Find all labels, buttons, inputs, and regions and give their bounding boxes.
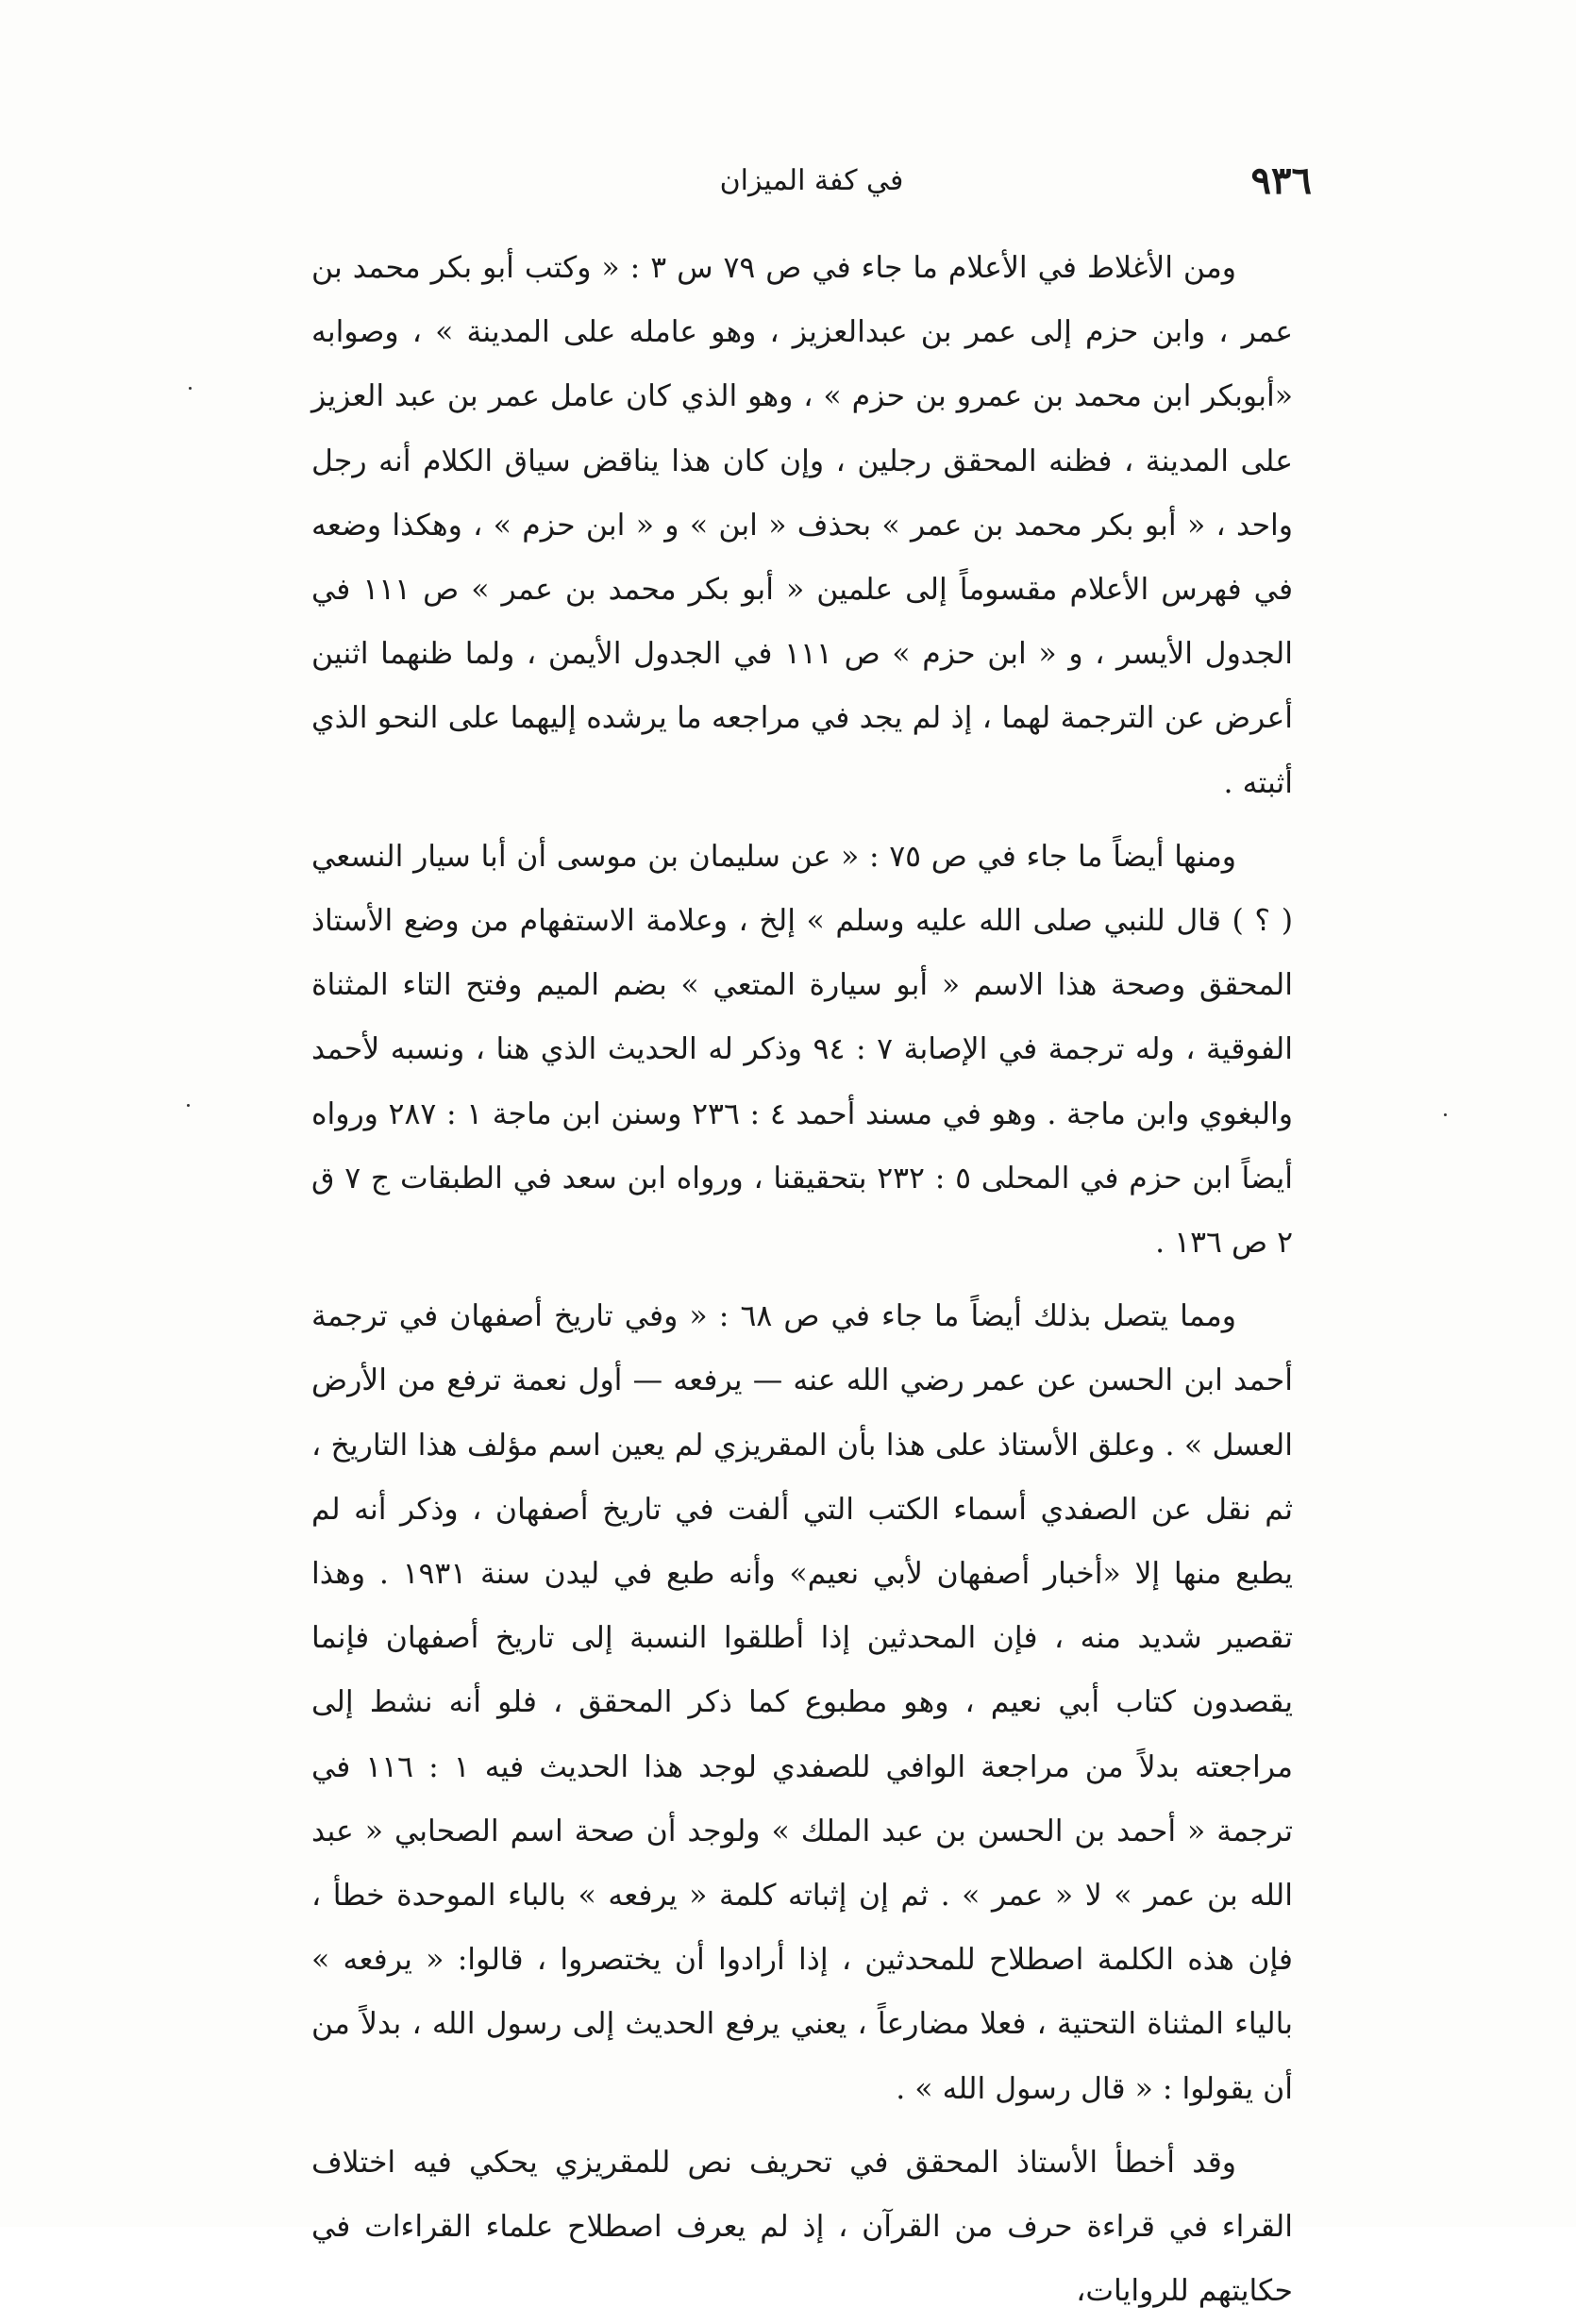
page-header: [311, 159, 1312, 206]
page-number: ٩٣٦: [1250, 159, 1312, 203]
running-title: في كفة الميزان: [719, 164, 904, 197]
body-text: [311, 236, 1293, 2324]
paragraph-2: ومنها أيضاً ما جاء في ص ٧٥ : « عن سليمان بن موسى أن أبا سيار النسعي ( ؟ ) قال للنبي صلى الله عليه وسلم » إلخ ، وعلامة الاستفهام من وضع الأستاذ المحقق وصحة هذا الاسم « أبو سيارة المتعي » بضم الميم وفتح التاء المثناة الفوقية ، وله ترجمة في الإصابة ٧ : ٩٤ وذكر له الحديث الذي هنا ، ونسبه لأحمد والبغوي وابن ماجة . وهو في مسند أحمد ٤ : ٢٣٦ وسنن ابن ماجة ١ : ٢٨٧ ورواه أيضاً ابن حزم في المحلى ٥ : ٢٣٢ بتحقيقنا ، ورواه ابن سعد في الطبقات ج ٧ ق ٢ ص ١٣٦ .: [311, 839, 1294, 1261]
paragraph-1: ومن الأغلاط في الأعلام ما جاء في ص ٧٩ س ٣ : « وكتب أبو بكر محمد بن عمر ، وابن حزم إلى عمر بن عبدالعزيز ، وهو عامله على المدينة » ، وصوابه «أبوبكر ابن محمد بن عمرو بن حزم » ، وهو الذي كان عامل عمر بن عبد العزيز على المدينة ، فظنه المحقق رجلين ، وإن كان هذا يناقض سياق الكلام أنه رجل واحد ، « أبو بكر محمد بن عمر » بحذف « ابن » و « ابن حزم » ، وهكذا وضعه في فهرس الأعلام مقسوماً إلى علمين « أبو بكر محمد بن عمر » ص ١١١ في الجدول الأيسر ، و « ابن حزم » ص ١١١ في الجدول الأيمن ، ولما ظنهما اثنين أعرض عن الترجمة لهما ، إذ لم يجد في مراجعه ما يرشده إليهما على النحو الذي أثبته .: [311, 251, 1294, 800]
scan-speck: [1444, 1113, 1447, 1116]
paragraph-4: وقد أخطأ الأستاذ المحقق في تحريف نص للمقريزي يحكي فيه اختلاف القراء في قراءة حرف من القرآن ، إذ لم يعرف اصطلاح علماء القراءات في حكايتهم للروايات،: [311, 2145, 1293, 2309]
scan-speck: [187, 1104, 190, 1107]
paragraph-3: ومما يتصل بذلك أيضاً ما جاء في ص ٦٨ : « وفي تاريخ أصفهان في ترجمة أحمد ابن الحسن عن عمر رضي الله عنه — يرفعه — أول نعمة ترفع من الأرض العسل » . وعلق الأستاذ على هذا بأن المقريزي لم يعين اسم مؤلف هذا التاريخ ، ثم نقل عن الصفدي أسماء الكتب التي ألفت في تاريخ أصفهان ، وذكر أنه لم يطبع منها إلا «أخبار أصفهان لأبي نعيم» وأنه طبع في ليدن سنة ١٩٣١ . وهذا تقصير شديد منه ، فإن المحدثين إذا أطلقوا النسبة إلى تاريخ أصفهان فإنما يقصدون كتاب أبي نعيم ، وهو مطبوع كما ذكر المحقق ، فلو أنه نشط إلى مراجعته بدلاً من مراجعة الوافي للصفدي لوجد هذا الحديث فيه ١ : ١١٦ في ترجمة « أحمد بن الحسن بن عبد الملك » ولوجد أن صحة اسم الصحابي « عبد الله بن عمر » لا « عمر » . ثم إن إثباته كلمة « يرفعه » بالباء الموحدة خطأ ، فإن هذه الكلمة اصطلاح للمحدثين ، إذا أرادوا أن يختصروا ، قالوا: « يرفعه » بالياء المثناة التحتية ، فعلا مضارعاً ، يعني يرفع الحديث إلى رسول الله ، بدلاً من أن يقولوا : « قال رسول الله » .: [311, 1299, 1294, 2106]
scan-speck: [189, 387, 192, 390]
